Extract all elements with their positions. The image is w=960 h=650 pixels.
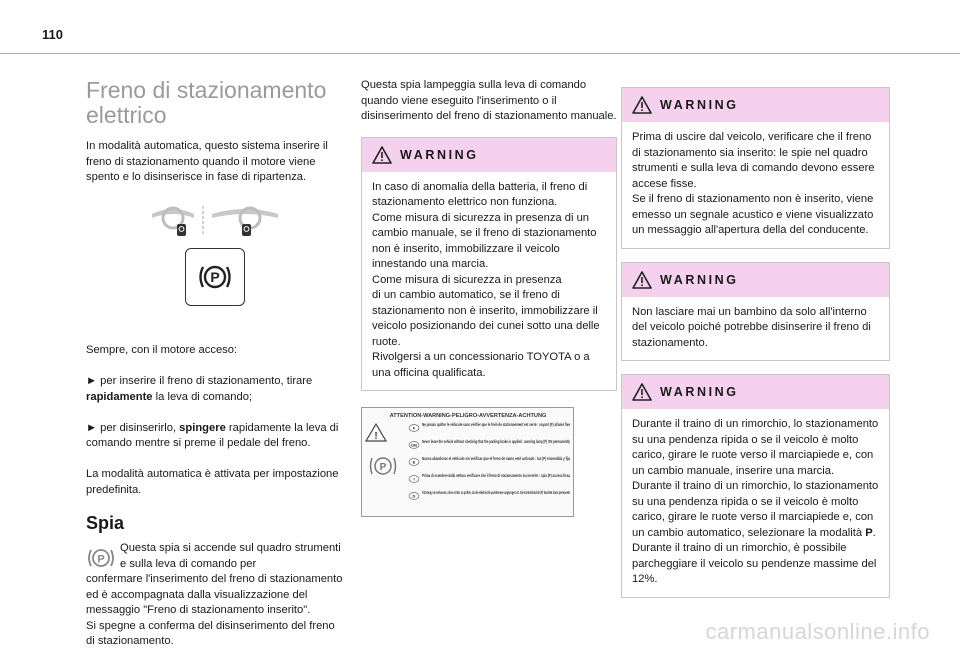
- warning-triangle-icon: [632, 96, 652, 114]
- warning-text: Durante il traino di un rimorchio, lo stazionamento su una pendenza ripida o se il veicolo è molto carico, girare le ruote verso il marciapiede e, con un cambio manuale, inserire una marcia. Durante il traino di un rimorchio, lo stazionamento su una pendenza ripida o se il veicolo è molto carico, girare le ruote verso il marciapiede e, con un cambio automatico, selezionare la modalità P. Durante il traino di un rimorchio, è possibile parcheggiare il veicolo su pendenze massime del 12%.: [632, 418, 879, 585]
- lever-text: Questa spia lampeggia sulla leva di comando quando viene eseguito l'inserimento o il disinserimento del freno di stazionamento manuale.: [361, 79, 617, 122]
- warning-header: [622, 375, 889, 409]
- warning-text: In caso di anomalia della batteria, il freno di stazionamento elettrico non funziona. Come misura di sicurezza in presenza di un cambio manuale, se il freno di stazionamento non è inserito, immobilizzare il veicolo innestando una marcia. Come misura di sicurezza in presenza di un cambio automatico, se il freno di stazionamento non è inserito, immobilizzare il veicolo posizionando dei cunei sotto una delle ruote. Rivolgersi a un concessionario TOYOTA o a una officina qualificata.: [372, 180, 600, 379]
- svg-text:Fahrzeug nie verlassen, ohne v: Fahrzeug nie verlassen, ohne vorher zu prüfen, ob die elektrische parkbremse angezogen ist. Die Kontrolleuchte (P) leuchtet dann permanent: [422, 490, 571, 495]
- warning-triangle-icon: [632, 383, 652, 401]
- section-title: Freno di stazionamento elettrico: [86, 77, 327, 128]
- warning-header: [362, 138, 616, 172]
- watermark: carmanualsonline.info: [705, 619, 930, 644]
- warning-sticker-image: [361, 407, 574, 517]
- warning-box: [621, 374, 890, 598]
- warning-label: WARNING: [660, 272, 739, 287]
- warning-box: [361, 137, 617, 392]
- warning-label: WARNING: [400, 147, 479, 162]
- svg-text:GB: GB: [411, 442, 417, 448]
- steering-wheel-icon: [210, 204, 280, 238]
- svg-text:P: P: [97, 553, 105, 566]
- warning-header: [622, 263, 889, 297]
- warning-text: Non lasciare mai un bambino da solo all'interno del veicolo poiché potrebbe disinserire il freno di stazionamento.: [632, 305, 871, 349]
- svg-text:Prima di scendere dalla vettur: Prima di scendere dalla vettura verificare che il freno di stazionamento sia inserito : spia (P) accesa fissa: [422, 473, 571, 478]
- svg-text:Never leave the vehicle withou: Never leave the vehicle without checking that the parking brake is applied : warning lamp (P) ON permanently: [422, 439, 571, 444]
- svg-text:P: P: [210, 268, 220, 285]
- column-2: [361, 78, 617, 517]
- steering-wheel-icon: [150, 204, 196, 238]
- warning-label: WARNING: [660, 385, 739, 399]
- spia-description: P Questa spia si accende sul quadro strumenti e sulla leva di comando per confermare l'inserimento del freno di stazionamento ed è accompagnata dalla visualizzazione del messaggio "Freno di stazionamento inserito". Si spegne a conferma del disinserimento del freno di stazionamento.: [86, 542, 343, 647]
- svg-text:E: E: [412, 459, 416, 465]
- intro-text: In modalità automatica, questo sistema inserire il freno di stazionamento quando il motore viene spento e lo disinserisce in fase di ripartenza.: [86, 140, 328, 183]
- warning-label: WARNING: [660, 98, 739, 112]
- column-3: [621, 87, 890, 598]
- divider-icon: [200, 204, 206, 238]
- svg-text:Ne jamais quitter le véhicule: Ne jamais quitter le véhicule sans vérifier que le frein de stationnement est serré : voyant (P) allumé fixe: [422, 422, 571, 427]
- parking-brake-icon: [86, 543, 116, 573]
- warning-text: Prima di uscire dal veicolo, verificare che il freno di stazionamento sia inserito: le spie nel quadro strumenti e sulla leva di comando devono essere accese fisse. Se il freno di stazionamento non è inserito, viene emesso un segnale acustico e viene visualizzato un messaggio all'apertura della del conducente.: [632, 131, 875, 236]
- warning-box: [621, 87, 890, 249]
- svg-text:D: D: [412, 493, 416, 499]
- warning-header: [622, 88, 889, 122]
- svg-text:F: F: [412, 425, 416, 431]
- sticker-header: ATTENTION-WARNING-PELIGRO-AVVERTENZA-ACHTUNG: [389, 413, 547, 419]
- warning-triangle-icon: [372, 146, 392, 164]
- svg-text:P: P: [379, 462, 387, 473]
- page-number: 110: [42, 27, 63, 42]
- spia-heading: Spia: [86, 513, 125, 533]
- steering-illustration: [86, 204, 344, 238]
- column-1: [86, 78, 344, 650]
- svg-text:I: I: [413, 476, 415, 482]
- warning-box: [621, 262, 890, 362]
- svg-text:Nunca abandonar el vehículo si: Nunca abandonar el vehículo sin verificar que el freno de mano esté activado : luz (P) encendida y fija: [422, 456, 571, 461]
- steps-text: Sempre, con il motore acceso: ► per inserire il freno di stazionamento, tirare rapidamente la leva di comando; ► per disinserirlo, spingere rapidamente la leva di comando mentre si preme il pedale del freno. La modalità automatica è attivata per impostazione predefinita.: [86, 344, 339, 496]
- warning-triangle-icon: [632, 271, 652, 289]
- svg-text:!: !: [374, 431, 378, 442]
- parking-brake-icon: [185, 248, 245, 306]
- header-rule: [0, 53, 960, 54]
